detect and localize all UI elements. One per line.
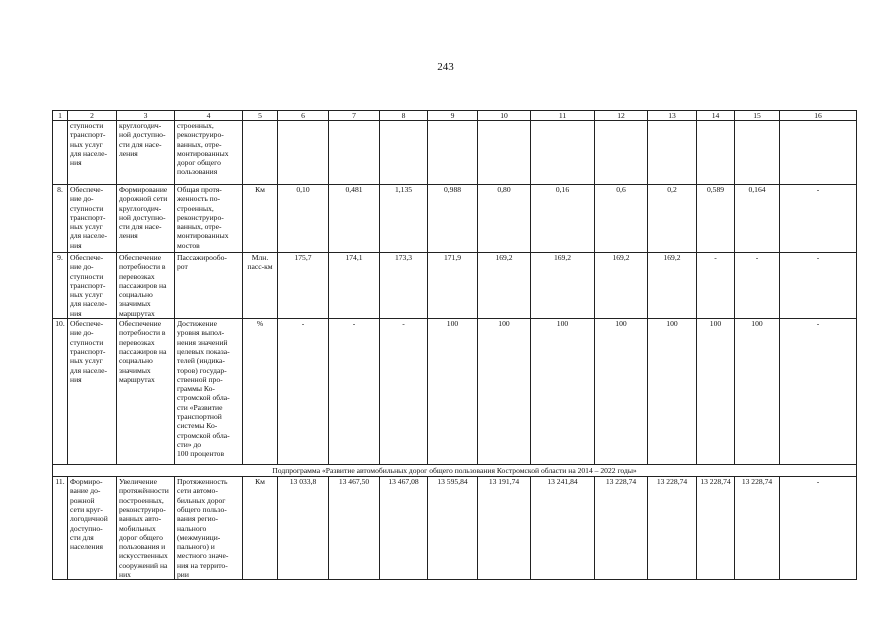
- cell-line: для населе-: [70, 148, 108, 158]
- goal-cell: [68, 477, 117, 580]
- value-cell: 13 467,50: [329, 477, 380, 580]
- cell-line: монтированных: [177, 231, 229, 241]
- value-cell: 13 228,74: [648, 477, 697, 580]
- table-body: [53, 111, 857, 580]
- cell-line: монтированных: [177, 148, 229, 158]
- page-number: 243: [437, 61, 454, 73]
- cell-line: перевозках: [119, 271, 155, 281]
- column-header: 14: [697, 111, 735, 121]
- cell-line: ступности: [70, 121, 104, 130]
- value-cell: 13 467,08: [380, 477, 428, 580]
- column-header: 15: [735, 111, 780, 121]
- value-cell: 13 228,74: [735, 477, 780, 580]
- goal-cell: [68, 185, 117, 253]
- cell-line: сти» до: [177, 439, 202, 449]
- value-cell: 13 241,84: [531, 477, 595, 580]
- value-cell: 13 033,8: [278, 477, 329, 580]
- value-cell: [780, 121, 857, 185]
- cell-line: Пассажирообо-: [177, 253, 227, 262]
- value-cell: 100: [595, 319, 648, 465]
- cell-line: транспорт-: [70, 130, 106, 140]
- column-header: 10: [478, 111, 531, 121]
- value-cell: [735, 121, 780, 185]
- value-cell: 0,16: [531, 185, 595, 253]
- value-cell: 13 595,84: [428, 477, 478, 580]
- value-cell: 174,1: [329, 253, 380, 319]
- cell-line: Обеспечение: [119, 253, 162, 262]
- indicator-cell: [175, 319, 243, 465]
- row-number: 11.: [53, 477, 68, 580]
- cell-line: маршрутах: [119, 374, 155, 384]
- cell-line: общего пользо-: [177, 504, 227, 514]
- cell-line: пального) и: [177, 542, 215, 552]
- value-cell: -: [780, 477, 857, 580]
- subprogram-title: Подпрограмма «Развитие автомобильных дорог общего пользования Костромской области на 2014 – 2022 годы»: [53, 465, 857, 477]
- value-cell: 169,2: [531, 253, 595, 319]
- cell-line: транспорт-: [70, 212, 106, 222]
- column-header: 13: [648, 111, 697, 121]
- cell-line: потребности в: [119, 262, 166, 272]
- goal-cell: [68, 253, 117, 319]
- unit-cell: Км: [243, 477, 278, 580]
- value-cell: [595, 121, 648, 185]
- value-cell: -: [735, 253, 780, 319]
- value-cell: -: [780, 185, 857, 253]
- cell-line: ния: [70, 240, 82, 250]
- cell-line: транспорт-: [70, 280, 106, 290]
- cell-line: стромской обла-: [177, 393, 230, 403]
- row-number: 9.: [53, 253, 68, 319]
- cell-line: для населе-: [70, 299, 108, 309]
- cell-line: протяжённости: [119, 486, 169, 496]
- cell-line: целевых показа-: [177, 346, 230, 356]
- value-cell: 0,6: [595, 185, 648, 253]
- indicator-cell: [175, 477, 243, 580]
- column-header: 1: [53, 111, 68, 121]
- cell-line: ных услуг: [70, 222, 103, 232]
- value-cell: 0,80: [478, 185, 531, 253]
- value-cell: 0,10: [278, 185, 329, 253]
- cell-line: доступно-: [70, 523, 103, 533]
- value-cell: -: [380, 319, 428, 465]
- cell-line: дорожной сети: [119, 194, 168, 204]
- cell-line: них: [119, 570, 131, 580]
- cell-line: ния: [70, 374, 82, 384]
- column-header: 9: [428, 111, 478, 121]
- row-number: [53, 121, 68, 185]
- cell-line: круглогодич-: [119, 121, 162, 130]
- indicators-table: [52, 110, 857, 580]
- value-cell: 0,589: [697, 185, 735, 253]
- cell-line: ных услуг: [70, 139, 103, 149]
- cell-line: пользования: [177, 167, 218, 177]
- cell-line: ступности: [70, 337, 104, 347]
- cell-line: пользования и: [119, 542, 166, 552]
- value-cell: 0,2: [648, 185, 697, 253]
- indicator-cell: [175, 121, 243, 185]
- cell-line: бильных дорог: [177, 495, 226, 505]
- table-row: [53, 319, 857, 465]
- cell-line: сети круг-: [70, 504, 103, 514]
- cell-line: Увеличение: [119, 477, 157, 487]
- cell-line: мобильных: [119, 523, 156, 533]
- value-cell: 0,988: [428, 185, 478, 253]
- goal-cell: [68, 319, 117, 465]
- cell-line: дорог общего: [177, 158, 221, 168]
- value-cell: -: [780, 253, 857, 319]
- cell-line: нения значений: [177, 337, 228, 347]
- cell-line: стромской обла-: [177, 430, 230, 440]
- column-header: 8: [380, 111, 428, 121]
- cell-line: потребности в: [119, 328, 166, 338]
- cell-line: ления: [119, 148, 138, 158]
- column-header: 16: [780, 111, 857, 121]
- cell-line: граммы Ко-: [177, 384, 215, 394]
- cell-line: ной доступно-: [119, 130, 166, 140]
- cell-line: Формирование: [119, 185, 168, 194]
- column-header: 2: [68, 111, 117, 121]
- cell-line: вание до-: [70, 486, 101, 496]
- value-cell: [531, 121, 595, 185]
- table-row: [53, 253, 857, 319]
- cell-line: транспортной: [177, 412, 222, 422]
- task-cell: [117, 121, 175, 185]
- value-cell: [648, 121, 697, 185]
- cell-line: сети автомо-: [177, 486, 218, 496]
- value-cell: 173,3: [380, 253, 428, 319]
- column-header: 12: [595, 111, 648, 121]
- column-header: 6: [278, 111, 329, 121]
- cell-line: реконструиро-: [177, 212, 224, 222]
- column-header: 4: [175, 111, 243, 121]
- value-cell: 100: [648, 319, 697, 465]
- task-cell: [117, 253, 175, 319]
- cell-line: ния: [70, 308, 82, 318]
- cell-line: сти «Развитие: [177, 402, 223, 412]
- cell-line: Достижение: [177, 319, 217, 329]
- task-cell: [117, 319, 175, 465]
- cell-line: рожной: [70, 495, 95, 505]
- value-cell: -: [329, 319, 380, 465]
- cell-line: ступности: [70, 203, 104, 213]
- value-cell: 169,2: [478, 253, 531, 319]
- cell-line: Обеспече-: [70, 319, 104, 329]
- cell-line: ния: [70, 158, 82, 168]
- cell-line: нального: [177, 523, 207, 533]
- unit-cell: [243, 121, 278, 185]
- cell-line: ных услуг: [70, 356, 103, 366]
- cell-line: для населе-: [70, 365, 108, 375]
- cell-line: дорог общего: [119, 532, 163, 542]
- cell-line: ние до-: [70, 194, 94, 204]
- cell-line: Обеспече-: [70, 185, 104, 194]
- cell-line: построенных,: [119, 495, 164, 505]
- cell-line: системы Ко-: [177, 421, 218, 431]
- cell-line: ственной про-: [177, 374, 223, 384]
- indicator-cell: [175, 253, 243, 319]
- value-cell: 169,2: [595, 253, 648, 319]
- value-cell: 100: [478, 319, 531, 465]
- column-header: 3: [117, 111, 175, 121]
- cell-line: рии: [177, 570, 189, 580]
- indicator-cell: [175, 185, 243, 253]
- cell-line: круглогодич-: [119, 203, 162, 213]
- value-cell: -: [697, 253, 735, 319]
- cell-line: женность по-: [177, 194, 221, 204]
- cell-line: ния на террито-: [177, 560, 228, 570]
- value-cell: 100: [531, 319, 595, 465]
- cell-line: ных услуг: [70, 290, 103, 300]
- cell-line: Обеспече-: [70, 253, 104, 262]
- table-row: [53, 121, 857, 185]
- value-cell: -: [278, 319, 329, 465]
- cell-line: сти для насе-: [119, 222, 162, 232]
- cell-line: транспорт-: [70, 346, 106, 356]
- cell-line: ние до-: [70, 262, 94, 272]
- cell-line: ванных, отре-: [177, 139, 222, 149]
- cell-line: Общая протя-: [177, 185, 222, 194]
- cell-line: ления: [119, 231, 138, 241]
- cell-line: строенных,: [177, 121, 214, 130]
- value-cell: [478, 121, 531, 185]
- unit-cell: %: [243, 319, 278, 465]
- cell-line: 100 процентов: [177, 449, 225, 459]
- value-cell: 100: [697, 319, 735, 465]
- subprogram-row: [53, 465, 857, 477]
- row-number: 8.: [53, 185, 68, 253]
- unit-cell: Км: [243, 185, 278, 253]
- cell-line: вания регио-: [177, 514, 219, 524]
- cell-line: рот: [177, 262, 188, 272]
- value-cell: 100: [428, 319, 478, 465]
- column-header: 5: [243, 111, 278, 121]
- cell-line: уровня выпол-: [177, 328, 225, 338]
- table-row: [53, 477, 857, 580]
- cell-line: строенных,: [177, 203, 214, 213]
- cell-line: реконструиро-: [119, 504, 166, 514]
- column-header: 11: [531, 111, 595, 121]
- value-cell: -: [780, 319, 857, 465]
- cell-line: для населе-: [70, 231, 108, 241]
- cell-line: (межмуници-: [177, 532, 221, 542]
- cell-line: Формиро-: [70, 477, 103, 487]
- value-cell: 13 228,74: [595, 477, 648, 580]
- value-cell: [380, 121, 428, 185]
- column-header: 7: [329, 111, 380, 121]
- cell-line: населения: [70, 542, 104, 552]
- unit-cell: Млн. пасс-км: [243, 253, 278, 319]
- cell-line: пассажиров на: [119, 280, 167, 290]
- value-cell: [428, 121, 478, 185]
- value-cell: 1,135: [380, 185, 428, 253]
- cell-line: сти для: [70, 532, 94, 542]
- cell-line: телей (индика-: [177, 356, 225, 366]
- header-row: [53, 111, 857, 121]
- cell-line: ванных авто-: [119, 514, 162, 524]
- value-cell: 169,2: [648, 253, 697, 319]
- table-row: [53, 185, 857, 253]
- value-cell: 13 228,74: [697, 477, 735, 580]
- cell-line: местного значе-: [177, 551, 229, 561]
- cell-line: ступности: [70, 271, 104, 281]
- cell-line: значимых: [119, 365, 151, 375]
- cell-line: сти для насе-: [119, 139, 162, 149]
- cell-line: маршрутах: [119, 308, 155, 318]
- cell-line: значимых: [119, 299, 151, 309]
- cell-line: логодичной: [70, 514, 108, 524]
- value-cell: 100: [735, 319, 780, 465]
- value-cell: [278, 121, 329, 185]
- cell-line: ной доступно-: [119, 212, 166, 222]
- cell-line: социально: [119, 356, 153, 366]
- value-cell: [329, 121, 380, 185]
- cell-line: торов) государ-: [177, 365, 227, 375]
- task-cell: [117, 477, 175, 580]
- value-cell: 13 191,74: [478, 477, 531, 580]
- value-cell: 0,481: [329, 185, 380, 253]
- value-cell: 0,164: [735, 185, 780, 253]
- cell-line: Протяженность: [177, 477, 228, 487]
- cell-line: пассажиров на: [119, 346, 167, 356]
- goal-cell: [68, 121, 117, 185]
- cell-line: сооружений на: [119, 560, 168, 570]
- cell-line: реконструиро-: [177, 130, 224, 140]
- cell-line: ние до-: [70, 328, 94, 338]
- cell-line: социально: [119, 290, 153, 300]
- value-cell: 175,7: [278, 253, 329, 319]
- value-cell: 171,9: [428, 253, 478, 319]
- cell-line: искусственных: [119, 551, 168, 561]
- value-cell: [697, 121, 735, 185]
- cell-line: Обеспечение: [119, 319, 162, 329]
- row-number: 10.: [53, 319, 68, 465]
- cell-line: мостов: [177, 240, 200, 250]
- cell-line: перевозках: [119, 337, 155, 347]
- task-cell: [117, 185, 175, 253]
- cell-line: ванных, отре-: [177, 222, 222, 232]
